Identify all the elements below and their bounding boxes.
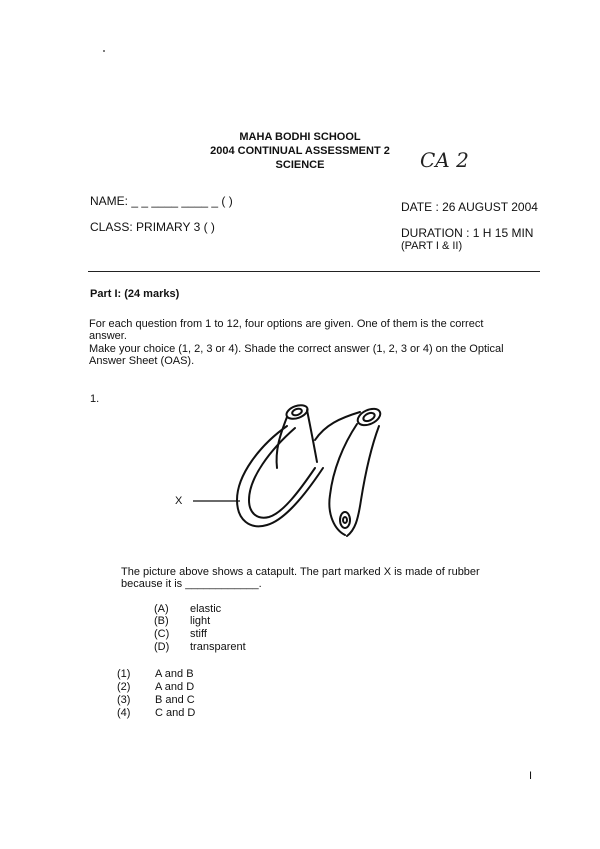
question-stem-line-1: The picture above shows a catapult. The part marked X is made of rubber (121, 566, 480, 578)
figure-label-x: X (175, 495, 183, 507)
option-d (154, 641, 246, 653)
scan-speck (103, 50, 105, 52)
option-c (154, 628, 207, 640)
option-b (154, 615, 210, 627)
question-number: 1. (90, 393, 100, 405)
header-divider (88, 271, 540, 272)
answer-text: A and B (155, 668, 194, 680)
page-number: I (529, 770, 533, 782)
catapult-figure (165, 390, 395, 550)
answer-key: (3) (117, 694, 131, 706)
answer-text: B and C (155, 694, 195, 706)
handwritten-note: CA 2 (420, 148, 469, 172)
answer-text: A and D (155, 681, 195, 693)
name-field: NAME: _ _ ____ ____ _ ( ) (90, 194, 233, 208)
answer-text: C and D (155, 707, 196, 719)
answer-3 (117, 694, 195, 706)
option-text: light (190, 615, 211, 627)
school-name: MAHA BODHI SCHOOL (239, 131, 361, 143)
option-key: (B) (154, 615, 169, 627)
answer-key: (4) (117, 707, 131, 719)
option-key: (C) (154, 628, 170, 640)
date-field: DATE : 26 AUGUST 2004 (401, 200, 538, 214)
option-key: (A) (154, 603, 169, 615)
option-a (154, 603, 221, 615)
duration-field: DURATION : 1 H 15 MIN (401, 226, 534, 240)
option-text: elastic (190, 603, 222, 615)
question-stem-line-2: because it is ____________. (121, 578, 262, 590)
option-key: (D) (154, 641, 170, 653)
instruction-1: For each question from 1 to 12, four options are given. One of them is the correct answer. (89, 318, 484, 342)
answer-key: (2) (117, 681, 131, 693)
class-field: CLASS: PRIMARY 3 ( ) (90, 220, 215, 234)
assessment-title: 2004 CONTINUAL ASSESSMENT 2 (210, 145, 390, 157)
part-title: Part I: (24 marks) (90, 288, 180, 300)
answer-1 (117, 668, 194, 680)
answer-key: (1) (117, 668, 131, 680)
option-text: transparent (190, 641, 246, 653)
instruction-2: Make your choice (1, 2, 3 or 4). Shade the correct answer (1, 2, 3 or 4) on the Optical Answer Sheet (OAS). (89, 343, 504, 367)
duration-parts: (PART I & II) (401, 240, 463, 252)
option-text: stiff (190, 628, 207, 640)
answer-2 (117, 681, 194, 693)
answer-4 (117, 707, 195, 719)
subject-title: SCIENCE (275, 159, 325, 171)
